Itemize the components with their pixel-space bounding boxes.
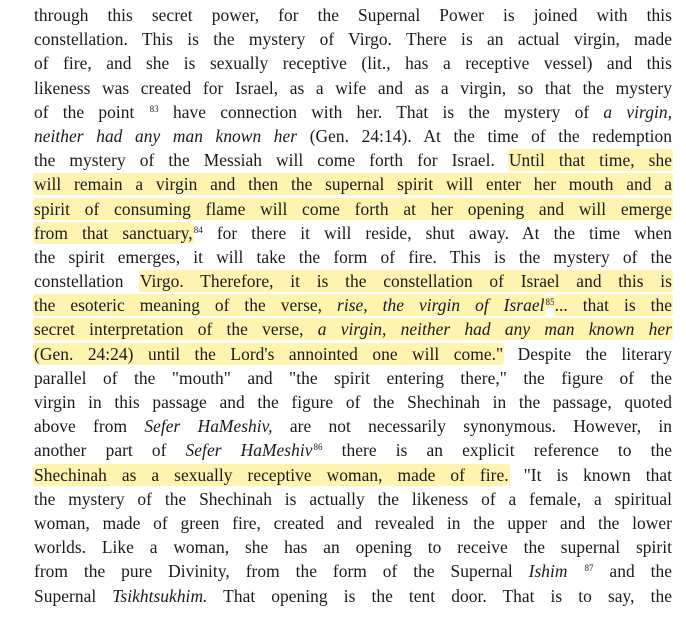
text-line — [34, 317, 672, 341]
text-segment: of fire, and she is sexually receptive (lit., has a receptive vessel) and this — [34, 53, 672, 74]
highlighted-text: from that sanctuary, — [34, 222, 193, 243]
italic-text: Tsikhtsukhim. — [112, 585, 208, 606]
text-line — [34, 559, 672, 583]
text-segment: from the pure Divinity, from the form of the Supernal — [34, 561, 529, 582]
text-line — [34, 51, 672, 75]
italic-text: Sefer HaMeshiv — [185, 440, 313, 461]
highlighted-text: rise, the virgin of Israel — [337, 295, 545, 316]
text-line — [34, 414, 672, 438]
text-segment: above from — [34, 416, 145, 437]
text-line — [34, 511, 672, 535]
text-segment: the spirit emerges, it will take the form of fire. This is the mystery of the — [34, 246, 672, 267]
text-line — [34, 584, 672, 608]
footnote-marker: 87 — [584, 563, 594, 574]
text-segment: through this secret power, for the Supernal Power is joined with this — [34, 5, 672, 25]
text-line — [34, 390, 672, 414]
text-line — [34, 100, 672, 124]
text-segment: woman, made of green fire, created and revealed in the upper and the lower — [34, 512, 672, 533]
highlighted-text: the esoteric meaning of the verse, — [34, 295, 338, 316]
italic-text: a virgin, — [603, 101, 672, 122]
text-line — [34, 342, 672, 366]
text-segment: have connection with her. That is the mystery of — [158, 101, 604, 122]
text-segment: the mystery of the Shechinah is actually the likeness of a female, a spiritual — [34, 488, 672, 509]
text-line — [34, 366, 672, 390]
text-segment: "It is known that — [508, 464, 672, 485]
italic-text: neither had any man known her — [34, 125, 298, 146]
text-line — [34, 269, 672, 293]
highlighted-text: a virgin, neither had any man known her — [317, 319, 672, 340]
text-segment: there is an explicit reference to the — [322, 440, 672, 461]
text-segment: and the — [593, 561, 672, 582]
text-segment: constellation — [34, 271, 140, 292]
highlighted-text: (Gen. 24:24) until the Lord's annointed one will come." — [34, 343, 504, 364]
text-line — [34, 293, 672, 317]
text-line — [34, 3, 672, 27]
italic-text: Ishim — [528, 561, 568, 582]
text-segment: worlds. Like a woman, she has an opening to receive the supernal spirit — [34, 537, 672, 558]
footnote-marker: 85 — [545, 297, 555, 308]
text-segment: constellation. This is the mystery of Virgo. There is an actual virgin, made — [34, 29, 672, 50]
text-line — [34, 438, 672, 462]
highlighted-text: secret interpretation of the verse, — [34, 319, 318, 340]
text-segment: Despite the literary — [503, 343, 673, 364]
text-line — [34, 535, 672, 559]
text-segment: (Gen. 24:14). At the time of the redemption — [297, 125, 672, 146]
highlighted-text: spirit of consuming flame will come forth at her opening and will emerge — [34, 198, 672, 219]
highlighted-text: will remain a virgin and then the supernal spirit will enter her mouth and a — [34, 174, 672, 195]
text-line — [34, 172, 672, 196]
text-line — [34, 487, 672, 511]
highlighted-text: ... that is the — [554, 295, 672, 316]
text-segment: the mystery of the Messiah will come forth for Israel. — [34, 150, 509, 171]
footnote-marker: 86 — [313, 442, 323, 453]
highlighted-text: Until that time, she — [508, 150, 672, 171]
text-segment: That opening is the tent door. That is to say, the — [207, 585, 672, 606]
text-segment: are not necessarily synonymous. However, in — [272, 416, 672, 437]
text-line — [34, 76, 672, 100]
italic-text: Sefer HaMeshiv, — [144, 416, 273, 437]
text-line — [34, 124, 672, 148]
text-segment — [568, 561, 584, 581]
footnote-marker: 84 — [193, 224, 203, 235]
text-segment: parallel of the "mouth" and "the spirit entering there," the figure of the — [34, 367, 672, 388]
text-segment: another part of — [34, 440, 186, 461]
text-line — [34, 197, 672, 221]
text-segment: Supernal — [34, 585, 113, 606]
text-line — [34, 221, 672, 245]
footnote-marker: 83 — [149, 103, 159, 114]
text-segment: virgin in this passage and the figure of the Shechinah in the passage, quoted — [34, 392, 672, 412]
text-segment: of the point — [34, 101, 149, 122]
text-segment: likeness was created for Israel, as a wife and as a virgin, so that the mystery — [34, 77, 672, 98]
text-line — [34, 148, 672, 172]
text-line — [34, 27, 672, 51]
highlighted-text: Virgo. Therefore, it is the constellation of Israel and this is — [139, 271, 672, 292]
text-segment: for there it will reside, shut away. At the time when — [202, 222, 672, 243]
text-line — [34, 245, 672, 269]
highlighted-text: Shechinah as a sexually receptive woman, made of fire. — [34, 464, 509, 485]
text-line — [34, 463, 672, 487]
